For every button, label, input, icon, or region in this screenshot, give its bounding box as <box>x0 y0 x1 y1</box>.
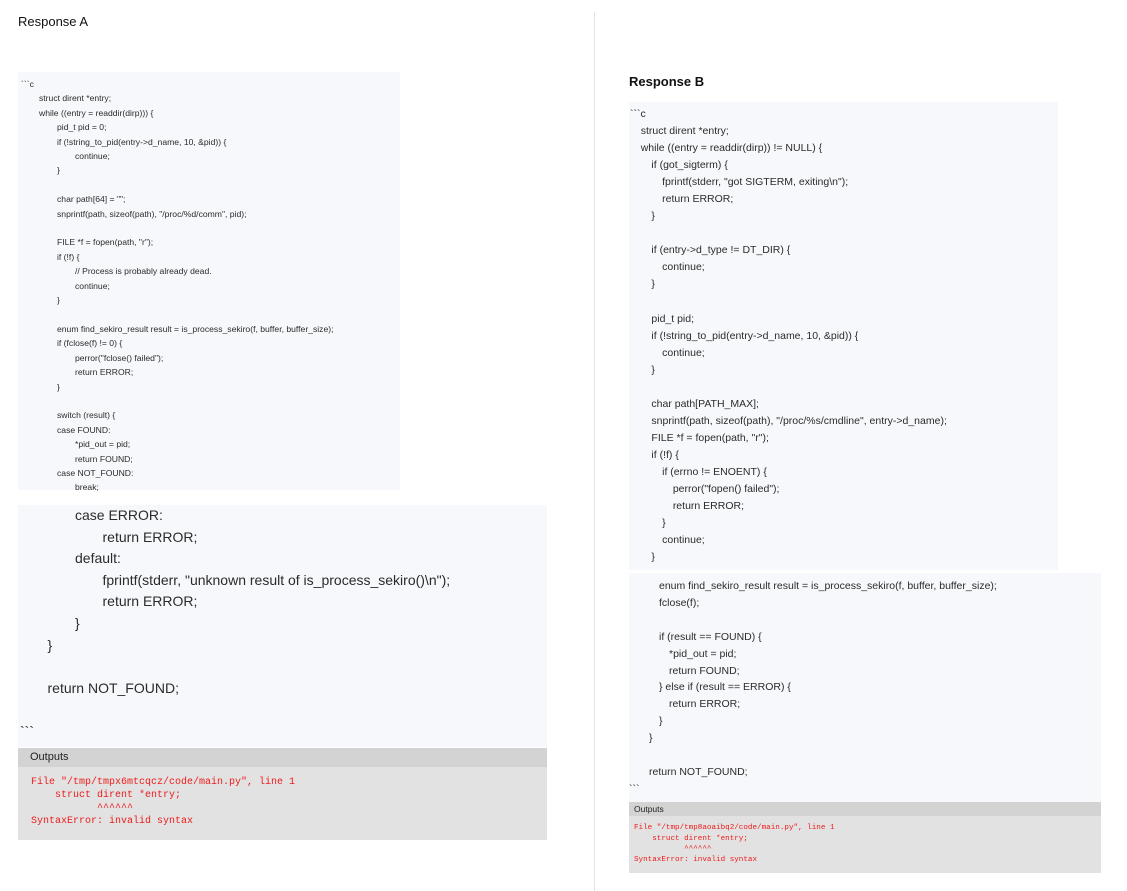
code-line: if (errno != ENOENT) { <box>630 465 767 478</box>
code-line: char path[PATH_MAX]; <box>630 397 759 410</box>
code-line: case ERROR: <box>20 507 163 523</box>
code-line: if (result == FOUND) { <box>629 630 762 643</box>
code-line: case FOUND: <box>21 424 111 435</box>
code-line: } <box>20 614 80 631</box>
code-line: return NOT_FOUND; <box>629 765 748 778</box>
code-line: // Process is probably already dead. <box>21 266 212 277</box>
code-line: char path[64] = ""; <box>21 194 126 205</box>
code-line: struct dirent *entry; <box>21 93 112 104</box>
response-a-code-block-1 <box>18 72 400 493</box>
code-line <box>21 394 400 408</box>
code-line: FILE *f = fopen(path, "r"); <box>630 431 769 444</box>
code-line: if (got_sigterm) { <box>630 159 728 172</box>
outputs-header: Outputs <box>18 748 547 767</box>
code-line: return FOUND; <box>629 664 740 677</box>
code-line: continue; <box>21 280 110 291</box>
code-line: return ERROR; <box>630 193 734 206</box>
code-line: continue; <box>21 151 110 162</box>
code-line: while ((entry = readdir(dirp)) != NULL) { <box>630 142 823 155</box>
code-line: perror("fopen() failed"); <box>630 483 780 496</box>
code-line: } <box>20 636 53 653</box>
code-line: continue; <box>630 534 705 547</box>
code-line: return ERROR; <box>629 698 741 711</box>
response-b-label: Response B <box>629 74 705 89</box>
code-line: *pid_out = pid; <box>21 439 131 450</box>
code-line: if (!f) { <box>21 251 80 262</box>
code-line: fprintf(stderr, "unknown result of is_process_sekiro()\n"); <box>20 571 451 588</box>
code-line: pid_t pid; <box>630 312 695 325</box>
code-line: enum find_sekiro_result result = is_process_sekiro(f, buffer, buffer_size); <box>21 323 334 334</box>
code-line: enum find_sekiro_result result = is_process_sekiro(f, buffer, buffer_size); <box>629 580 997 592</box>
code-line: break; <box>21 482 99 493</box>
code-line <box>21 178 400 192</box>
code-line: continue; <box>630 346 705 359</box>
code-line: default: <box>20 550 121 567</box>
code-line: if (!string_to_pid(entry->d_name, 10, &pid)) { <box>630 329 859 342</box>
code-line: return ERROR; <box>21 367 134 378</box>
code-line: } else if (result == ERROR) { <box>629 681 791 694</box>
code-line: continue; <box>630 261 705 274</box>
code-line: struct dirent *entry; <box>630 125 729 138</box>
code-line: ```c <box>21 79 34 89</box>
code-line: } <box>630 551 655 564</box>
response-a-label: Response A <box>18 14 89 29</box>
code-line: case NOT_FOUND: <box>21 467 134 478</box>
code-line: while ((entry = readdir(dirp))) { <box>21 107 154 118</box>
code-line: snprintf(path, sizeof(path), "/proc/%d/comm", pid); <box>21 208 247 219</box>
code-line <box>20 699 547 721</box>
code-line: ```c <box>630 108 646 120</box>
code-line: switch (result) { <box>21 410 116 421</box>
code-line <box>630 225 1058 242</box>
code-line <box>629 612 1101 629</box>
code-line: FILE *f = fopen(path, "r"); <box>21 237 154 248</box>
code-line: } <box>630 517 666 530</box>
code-line: perror("fclose() failed"); <box>21 352 164 363</box>
code-line: return NOT_FOUND; <box>20 679 179 696</box>
code-line <box>629 747 1101 764</box>
response-b-code-block-2 <box>629 573 1101 802</box>
code-line: fclose(f); <box>629 596 700 609</box>
outputs-error-text: File "/tmp/tmp8aoaibq2/code/main.py", line 1 struct dirent *entry; ^^^^^^ SyntaxError: invalid syntax <box>634 824 835 864</box>
code-line: } <box>21 165 60 176</box>
code-line <box>630 294 1058 311</box>
code-line: ``` <box>629 782 640 795</box>
response-b-code-block-1 <box>629 102 1058 570</box>
code-line: } <box>630 210 655 223</box>
code-line: } <box>630 363 655 376</box>
code-line: } <box>21 381 60 392</box>
code-line: if (!f) { <box>630 448 679 461</box>
code-line: return ERROR; <box>20 528 198 545</box>
code-line <box>630 379 1058 396</box>
code-line <box>20 656 547 678</box>
code-line: if (entry->d_type != DT_DIR) { <box>630 244 791 257</box>
code-line: } <box>21 295 60 306</box>
code-line: } <box>629 715 663 728</box>
code-line: *pid_out = pid; <box>629 647 737 660</box>
column-divider <box>594 12 595 891</box>
code-line: return FOUND; <box>21 453 133 464</box>
code-line: if (fclose(f) != 0) { <box>21 338 123 349</box>
code-line: fprintf(stderr, "got SIGTERM, exiting\n"); <box>630 176 849 189</box>
response-b-outputs-panel <box>629 802 1101 873</box>
outputs-header: Outputs <box>629 802 1101 816</box>
response-a-code-block-2 <box>18 505 547 747</box>
code-line: ``` <box>20 722 34 739</box>
code-line: snprintf(path, sizeof(path), "/proc/%s/cmdline", entry->d_name); <box>630 414 947 427</box>
code-line: if (!string_to_pid(entry->d_name, 10, &pid)) { <box>21 136 227 147</box>
code-line: return ERROR; <box>630 500 744 513</box>
code-line <box>21 308 400 322</box>
code-line <box>21 221 400 235</box>
outputs-error-text: File "/tmp/tmpx6mtcqcz/code/main.py", line 1 struct dirent *entry; ^^^^^^ SyntaxError: invalid syntax <box>31 777 296 827</box>
code-line: } <box>629 732 653 745</box>
code-line: return ERROR; <box>20 593 198 610</box>
response-a-outputs-panel <box>18 748 547 840</box>
code-line: pid_t pid = 0; <box>21 122 107 133</box>
code-line: } <box>630 278 655 291</box>
